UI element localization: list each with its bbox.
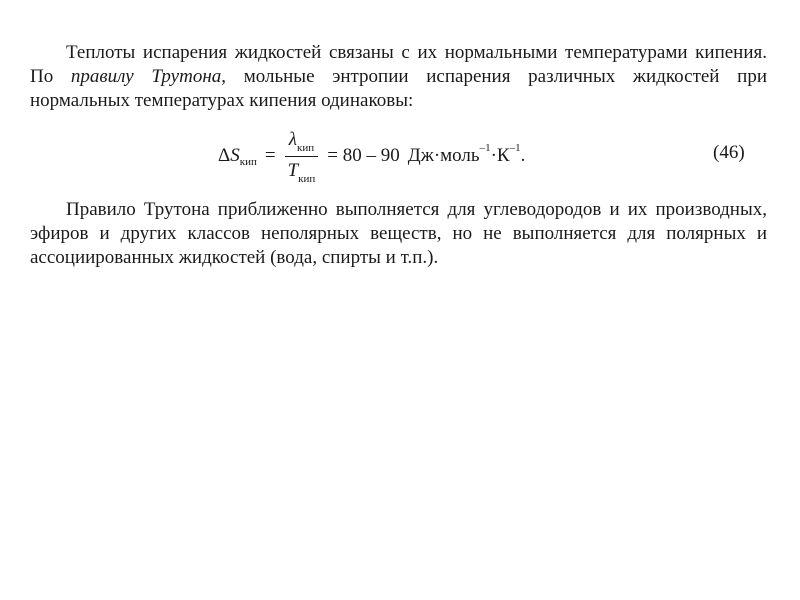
entropy-subscript: кип: [239, 156, 257, 168]
unit-joule-per-mole: Дж·моль: [407, 145, 480, 166]
equation-number: (46): [713, 142, 745, 163]
trouton-rule-emphasis: правилу Трутона: [70, 66, 222, 87]
temperature-symbol: T: [287, 159, 299, 181]
unit-kelvin-exponent: –1: [509, 142, 521, 154]
paragraph-trouton-applicability: Правило Трутона приближенно выполняется для углеводородов и их производных, эфиров и других классов неполярных веществ, но не выполняется для полярных и ассоциированных жидкостей (вода, спирты и т.п.).: [30, 199, 767, 268]
unit-mole-exponent: –1: [479, 142, 491, 154]
formula-period: .: [520, 145, 526, 166]
equals-sign: =: [264, 145, 276, 166]
intro-text-continued: , мольные энтропии испарения различных жидкостей при нормальных температурах кипения одинаковы:: [30, 66, 767, 111]
trouton-formula: [218, 124, 525, 188]
fraction-numerator: [285, 128, 318, 157]
unit-kelvin: К: [496, 145, 510, 166]
fraction-denominator: [284, 157, 320, 185]
lambda-subscript: кип: [296, 141, 315, 154]
entropy-symbol: S: [230, 145, 240, 166]
temperature-subscript: кип: [298, 172, 316, 185]
unit-multiply-dot: ·: [490, 145, 497, 166]
lambda-symbol: λ: [288, 128, 297, 150]
delta-symbol: Δ: [218, 145, 231, 166]
paragraph-trouton-intro: [30, 41, 767, 113]
intro-text: Теплоты испарения жидкостей связаны с их нормальными температурами кипения. По: [30, 42, 767, 87]
formula-value: = 80 – 90: [327, 145, 400, 166]
fraction: [284, 128, 320, 185]
